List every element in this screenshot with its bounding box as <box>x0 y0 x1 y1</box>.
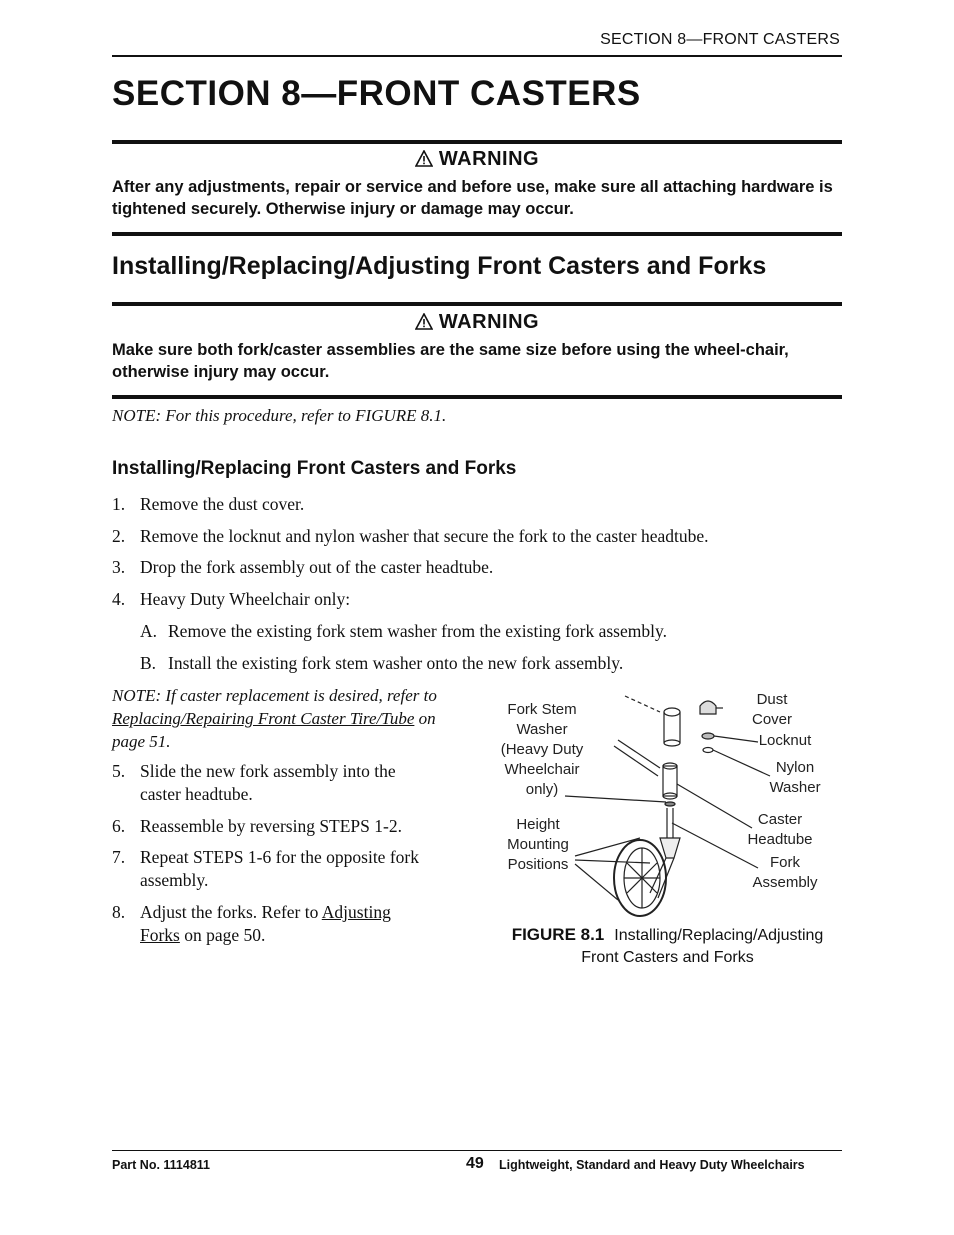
footer-rule <box>112 1150 842 1151</box>
label-fork-stem-washer <box>496 700 588 800</box>
label-locknut <box>754 731 816 751</box>
step-number: 1. <box>112 494 126 514</box>
label-line: Fork Stem <box>507 701 577 718</box>
note-prefix: NOTE: If caster replacement is desired, refer to <box>112 686 437 705</box>
label-caster-headtube <box>742 810 818 850</box>
note-replacement <box>112 684 472 753</box>
step-text <box>140 760 470 806</box>
label-line: Mounting <box>507 836 569 853</box>
footer-title: Lightweight, Standard and Heavy Duty Wheelchairs <box>499 1158 805 1172</box>
warning1-title <box>112 148 842 171</box>
warning1-text: After any adjustments, repair or service and before use, make sure all attaching hardware is tightened securely. Otherwise injury or damage may occur. <box>112 178 833 218</box>
step-number: 7. <box>112 847 126 867</box>
warning-triangle-icon <box>415 313 433 330</box>
step-text: Remove the locknut and nylon washer that secure the fork to the caster headtube. <box>140 526 709 546</box>
section-title: SECTION 8—FRONT CASTERS <box>112 74 641 113</box>
step-line: Slide the new fork assembly into the <box>140 761 396 781</box>
label-line: Cover <box>751 711 792 728</box>
step-line: caster headtube. <box>140 784 253 804</box>
step-line: Repeat STEPS 1-6 for the opposite fork <box>140 847 419 867</box>
label-dust-cover <box>742 690 802 730</box>
note-figure: NOTE: For this procedure, refer to FIGURE 8.1. <box>112 406 447 425</box>
label-line: Dust <box>756 691 788 708</box>
header-rule <box>112 55 842 57</box>
warning2-title-text: WARNING <box>438 311 540 333</box>
label-line: (Heavy Duty <box>500 741 584 758</box>
step-text: Drop the fork assembly out of the caster headtube. <box>140 557 494 577</box>
step8-suffix: on page 50. <box>179 925 266 945</box>
step-number: 6. <box>112 816 126 836</box>
warning1-title-text: WARNING <box>438 148 540 170</box>
installing-heading: Installing/Replacing/Adjusting Front Casters and Forks <box>112 252 767 280</box>
caption-line-2: Front Casters and Forks <box>581 949 754 966</box>
label-nylon-washer <box>765 758 825 798</box>
step8-prefix: Adjust the forks. Refer to <box>140 902 322 922</box>
warning1-top-rule <box>112 140 842 144</box>
figure-8-1 <box>490 688 845 928</box>
label-line: Caster <box>757 811 803 828</box>
label-line: Positions <box>507 856 569 873</box>
label-line: Washer <box>769 779 821 796</box>
caption-line-1: Installing/Replacing/Adjusting <box>614 927 824 944</box>
step-number: 3. <box>112 557 126 577</box>
warning1-bottom-rule <box>112 232 842 236</box>
running-header: SECTION 8—FRONT CASTERS <box>600 31 840 48</box>
label-line: Wheelchair <box>504 761 580 778</box>
label-height-mounting <box>500 815 576 875</box>
warning2-top-rule <box>112 302 842 306</box>
warning2-bottom-rule <box>112 395 842 399</box>
label-line: Washer <box>516 721 568 738</box>
step-number: 8. <box>112 902 126 922</box>
substep-a <box>140 620 667 643</box>
substep-letter: A. <box>140 621 158 641</box>
label-fork-assembly <box>748 853 822 893</box>
footer-page-number: 49 <box>466 1155 484 1172</box>
step-number: 5. <box>112 761 126 781</box>
warning2-title <box>112 311 842 334</box>
step-text <box>140 901 470 947</box>
step-text <box>140 815 470 838</box>
note-suffix: on page 51. <box>112 709 436 751</box>
substep-text: Install the existing fork stem washer onto the new fork assembly. <box>168 653 624 673</box>
step-line: assembly. <box>140 870 209 890</box>
replacing-tire-link[interactable]: Replacing/Repairing Front Caster Tire/Tube <box>112 709 415 728</box>
step-line: Reassemble by reversing STEPS 1-2. <box>140 816 402 836</box>
adjusting-forks-link-cont[interactable]: Forks <box>140 925 180 945</box>
subheading: Installing/Replacing Front Casters and Forks <box>112 458 517 479</box>
label-line: Fork <box>770 854 800 871</box>
substep-text: Remove the existing fork stem washer from the existing fork assembly. <box>168 621 667 641</box>
footer-part-no: Part No. 1114811 <box>112 1158 210 1172</box>
step-text: Heavy Duty Wheelchair only: <box>140 589 351 609</box>
substep-letter: B. <box>140 653 157 673</box>
warning-triangle-icon <box>415 150 433 167</box>
label-line: only) <box>525 781 559 798</box>
step-number: 4. <box>112 589 126 609</box>
figure-number: FIGURE 8.1 <box>511 925 605 944</box>
label-line: Height <box>516 816 560 833</box>
label-line: Headtube <box>747 831 813 848</box>
step-text <box>140 846 470 892</box>
step-number: 2. <box>112 526 126 546</box>
substep-b <box>140 652 623 675</box>
label-line: Nylon <box>775 759 815 776</box>
adjusting-forks-link[interactable]: Adjusting <box>321 902 391 922</box>
step-text: Remove the dust cover. <box>140 494 305 514</box>
warning2-text: Make sure both fork/caster assemblies are the same size before using the wheel-chair, otherwise injury may occur. <box>112 341 789 381</box>
label-line: Locknut <box>758 732 812 749</box>
label-line: Assembly <box>752 874 818 891</box>
figure-caption <box>480 924 855 969</box>
